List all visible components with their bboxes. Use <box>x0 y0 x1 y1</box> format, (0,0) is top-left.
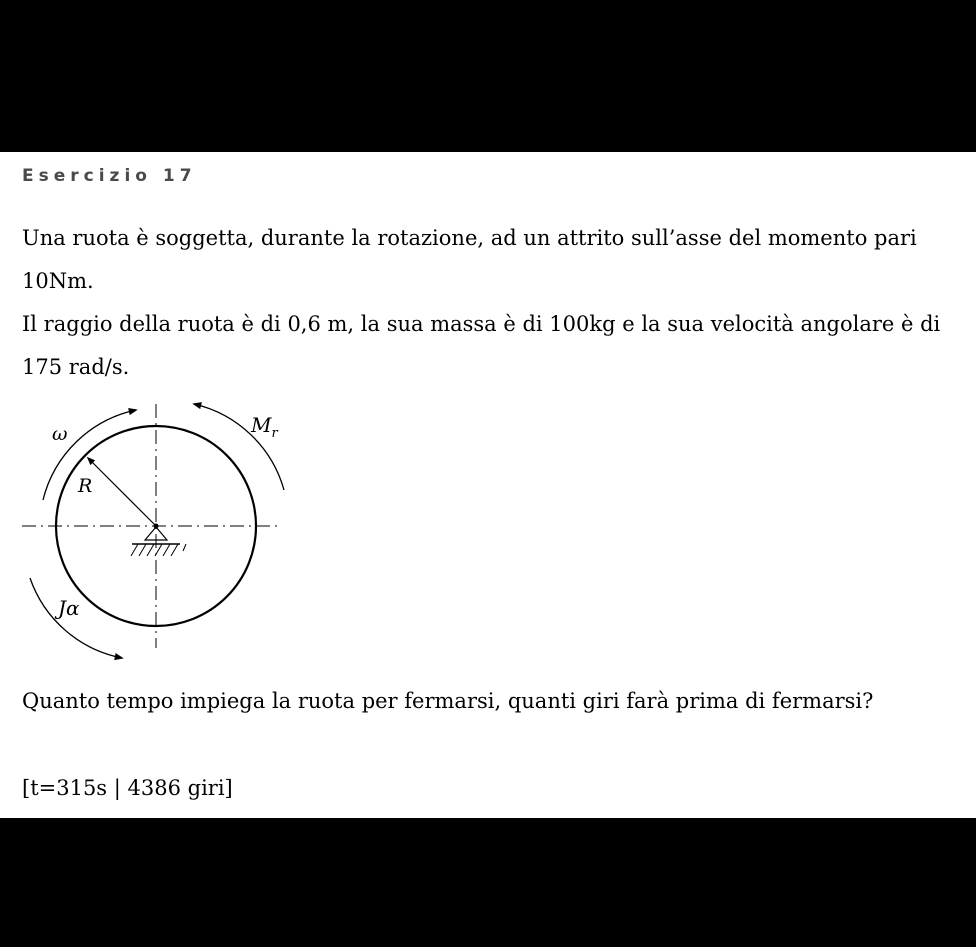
moment-label <box>250 413 278 441</box>
radius-arrow <box>88 458 156 526</box>
wheel-diagram <box>18 396 298 666</box>
radius-label: R <box>78 475 93 497</box>
inertia-label: Jα <box>58 596 80 620</box>
exercise-page <box>0 152 976 818</box>
paragraph-2-line-1: Il raggio della ruota è di 0,6 m, la sua massa è di 100kg e la sua velocità angolare è di <box>22 312 941 336</box>
problem-paragraph-1 <box>22 217 962 303</box>
paragraph-1-line-2: 10Nm. <box>22 269 94 293</box>
paragraph-1-line-1: Una ruota è soggetta, durante la rotazione, ad un attrito sull’asse del momento pari <box>22 226 917 250</box>
moment-label-main: M <box>251 413 272 437</box>
question-text: Quanto tempo impiega la ruota per fermarsi, quanti giri farà prima di fermarsi? <box>22 689 874 713</box>
moment-label-subscript: r <box>271 426 278 441</box>
omega-label: ω <box>52 423 68 445</box>
exercise-heading: Esercizio 17 <box>22 166 197 186</box>
answer-text: [t=315s | 4386 giri] <box>22 776 233 800</box>
problem-paragraph-2 <box>22 303 962 389</box>
hinge-support-icon <box>131 527 186 556</box>
paragraph-2-line-2: 175 rad/s. <box>22 355 130 379</box>
